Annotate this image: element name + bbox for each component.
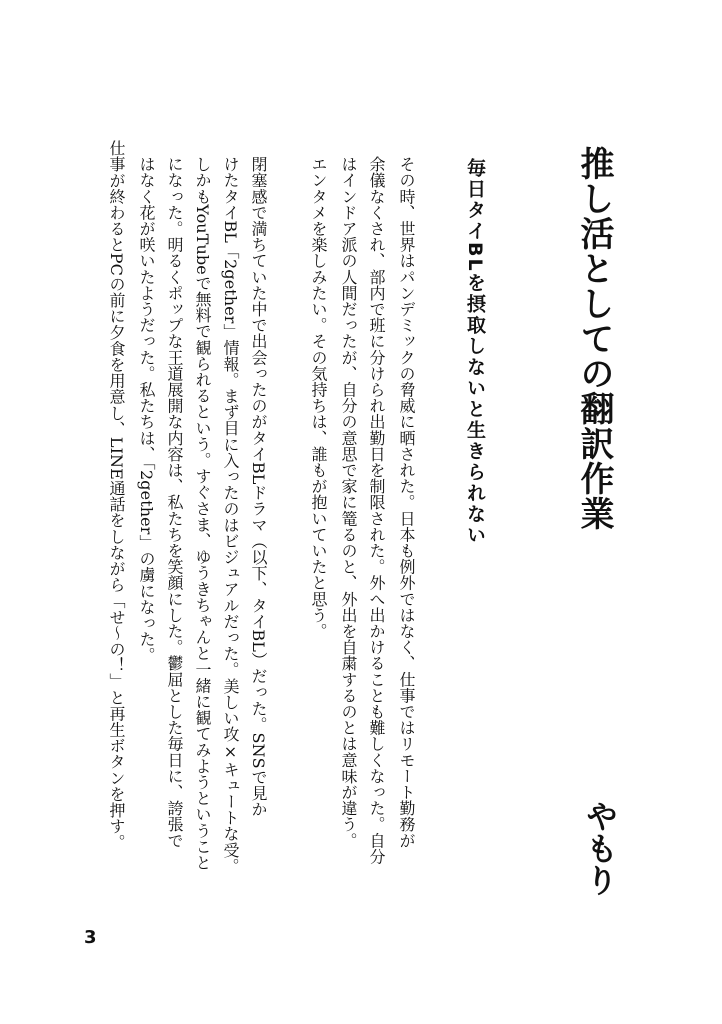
subtitle: 毎日タイBLを摂取しないと生きられない	[464, 158, 486, 546]
body-text-line: はなく花が咲いたようだった。私たちは、「2gether」の虜になった。	[137, 156, 156, 664]
page-title: 推し活としての翻訳作業	[574, 146, 614, 531]
body-text-line: 閉塞感で満ちていた中で出会ったのがタイBLドラマ（以下、タイBL）だった。SNSで見か	[249, 156, 268, 817]
author-name: やもり	[581, 800, 619, 896]
body-text-line: エンタメを楽しみたい。その気持ちは、誰もが抱いていたと思う。	[309, 156, 328, 639]
body-text-line: しかもYouTubeで無料で観られるという。すぐさま、ゆうきちゃんと一緒に観てみようということ	[193, 156, 212, 871]
body-text-line: 余儀なくされ、部内で班に分けられ出勤日を制限された。外へ出かけることも難しくなった。自分	[367, 156, 386, 865]
body-text-line: けたタイBL「2gether」情報。まず目に入ったのはビジュアルだった。美しい攻×キュートな受。	[221, 156, 240, 874]
body-text-line: 仕事が終わるとPCの前に夕食を用意し、LINE通話をしながら「せ～の！」と再生ボタンを押す。	[107, 140, 126, 851]
body-text-line: はインドア派の人間だったが、自分の意思で家に篭るのと、外出を自粛するのとは意味が違う。	[339, 156, 358, 849]
body-text-line: になった。明るくポップな王道展開な内容は、私たちを笑顔にした。鬱屈とした毎日に、誇張で	[165, 156, 184, 849]
page-number: 3	[84, 927, 97, 948]
body-text-line: その時、世界はパンデミックの脅威に晒された。日本も例外ではなく、仕事ではリモート勤務が	[397, 156, 416, 849]
